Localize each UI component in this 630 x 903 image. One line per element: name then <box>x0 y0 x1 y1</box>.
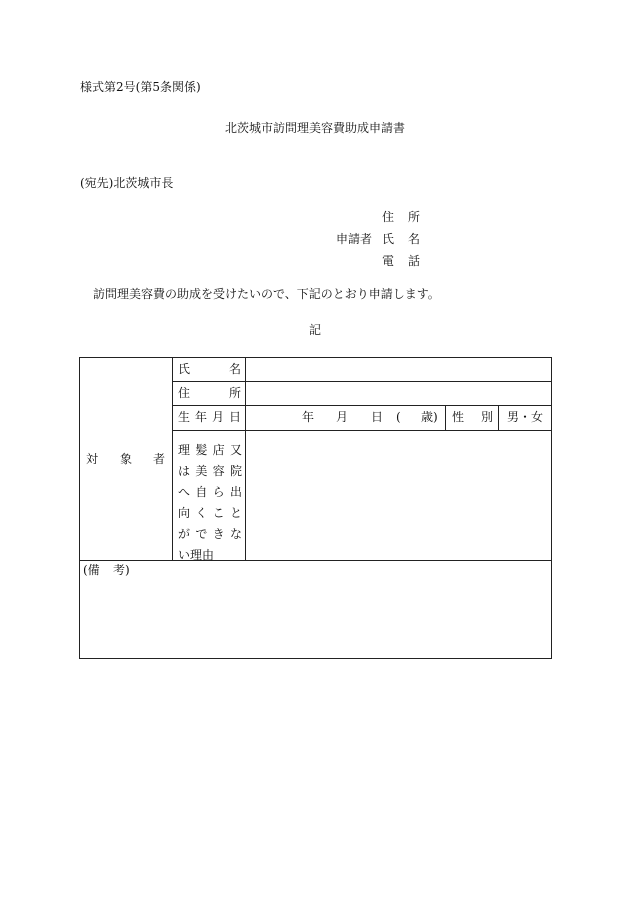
reason-row <box>178 440 242 461</box>
form-title: 北茨城市訪問理美容費助成申請書 <box>224 121 405 135</box>
reason-row <box>178 503 242 524</box>
reason-char: き <box>212 527 225 541</box>
birth-month: 月 <box>336 410 349 424</box>
name-char-2: 名 <box>229 362 242 376</box>
col-line-sex-label <box>445 405 446 430</box>
address-char-1: 住 <box>178 386 191 400</box>
row-line-3 <box>172 430 552 431</box>
reason-char: は <box>178 464 191 478</box>
birth-char-3: 月 <box>212 410 225 424</box>
ki-heading: 記 <box>308 323 321 337</box>
reason-char: こ <box>212 506 225 520</box>
reason-char: と <box>229 506 242 520</box>
row-line-2 <box>172 405 552 406</box>
reason-char: 向 <box>178 506 191 520</box>
applicant-name-row <box>330 232 430 254</box>
addressee: (宛先)北茨城市長 <box>80 176 174 190</box>
birth-day: 日 <box>371 410 384 424</box>
subject-char-3: 者 <box>153 452 166 466</box>
col-line-sex-value <box>498 405 499 430</box>
remarks-char-1: (備 <box>83 563 100 577</box>
applicant-address-row <box>330 210 430 232</box>
reason-char: 出 <box>229 485 242 499</box>
subject-char-1: 対 <box>86 452 99 466</box>
birth-char-2: 年 <box>195 410 208 424</box>
table-border-bottom <box>79 658 552 659</box>
reason-row <box>178 461 242 482</box>
birth-year: 年 <box>302 410 315 424</box>
reason-char: ら <box>212 485 225 499</box>
address-char-2: 所 <box>229 386 242 400</box>
row-line-remarks <box>79 560 552 561</box>
applicant-label: 申請者 <box>336 232 373 246</box>
form-number: 様式第2号(第5条関係) <box>80 80 201 94</box>
birth-char-1: 生 <box>178 410 191 424</box>
col-line-label <box>245 357 246 560</box>
reason-char: 自 <box>195 485 208 499</box>
age-close: 歳) <box>421 410 438 424</box>
application-statement: 訪問理美容費の助成を受けたいので、下記のとおり申請します。 <box>93 287 440 301</box>
reason-char: が <box>178 527 191 541</box>
reason-char: 又 <box>229 443 242 457</box>
age-open: ( <box>396 410 401 424</box>
reason-label <box>178 440 242 566</box>
reason-row <box>178 524 242 545</box>
reason-char: 美 <box>195 464 208 478</box>
subject-char-2: 象 <box>120 452 133 466</box>
col-line-subject <box>172 357 173 560</box>
name-label-1: 氏 <box>382 232 395 246</box>
reason-char: へ <box>178 485 191 499</box>
applicant-block <box>330 210 430 276</box>
reason-char: 理 <box>178 443 191 457</box>
table-border-left <box>79 357 80 659</box>
reason-char: な <box>229 527 242 541</box>
reason-char: 院 <box>229 464 242 478</box>
reason-row <box>178 545 242 566</box>
remarks-char-2: 考) <box>113 563 130 577</box>
reason-char: 髪 <box>195 443 208 457</box>
sex-char-1: 性 <box>452 410 465 424</box>
reason-char: 容 <box>212 464 225 478</box>
birth-char-4: 日 <box>229 410 242 424</box>
reason-char: く <box>195 506 208 520</box>
applicant-phone-row <box>330 254 430 276</box>
sex-value: 男・女 <box>507 410 544 424</box>
reason-row <box>178 482 242 503</box>
name-label-2: 名 <box>408 232 421 246</box>
address-label-2: 所 <box>408 210 421 224</box>
row-line-1 <box>172 381 552 382</box>
reason-char: 店 <box>212 443 225 457</box>
reason-char: で <box>195 527 208 541</box>
table-border-top <box>79 357 552 358</box>
application-table <box>79 357 552 659</box>
phone-label-2: 話 <box>408 254 421 268</box>
reason-char: い理由 <box>178 548 215 562</box>
phone-label-1: 電 <box>382 254 395 268</box>
name-char-1: 氏 <box>178 362 191 376</box>
sex-char-2: 別 <box>481 410 494 424</box>
table-border-right <box>551 357 552 659</box>
address-label-1: 住 <box>382 210 395 224</box>
